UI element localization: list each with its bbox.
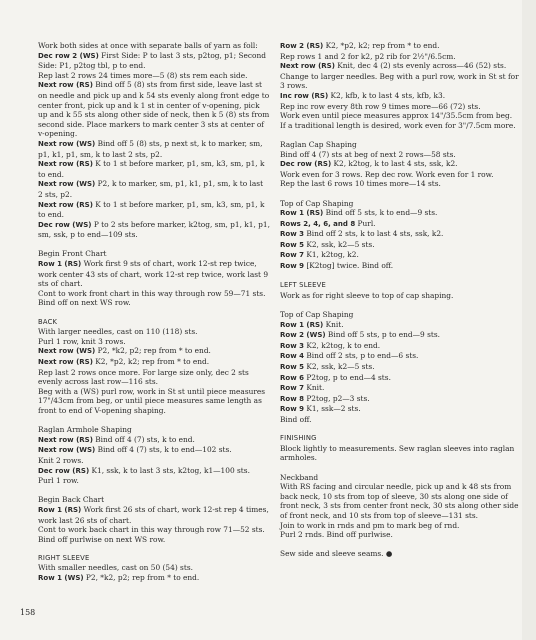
row-text: FINISHING [280, 434, 317, 443]
text-line [38, 71, 270, 81]
row-label: Row 1 (RS) [38, 505, 82, 514]
row-text: RIGHT SLEEVE [38, 553, 90, 562]
row-text: Top of Cap Shaping [280, 198, 354, 208]
paragraph-gap [38, 486, 270, 496]
row-label: Rows 2, 4, 6, and 8 [280, 219, 356, 228]
instruction-row [38, 346, 270, 357]
text-line [280, 482, 520, 520]
section-heading [38, 318, 270, 328]
row-text: Join to work in rnds and pm to mark beg of rnd. [280, 520, 460, 530]
row-text: K1, k2tog, k2. [303, 250, 359, 260]
row-text: [K2tog] twice. Bind off. [303, 261, 394, 271]
instruction-row [280, 159, 520, 170]
row-text: Bind off 5 (8) sts from first side, leave last st on needle and pick up and k 54 sts evenly along front edge to center front, pick up and k 1 st in center of v-opening, pick up and k 55 sts along other side of neck, then k 5 (8) sts from second side. Place markers to mark center 3 sts at center of v-opening. [38, 80, 270, 139]
instruction-row [38, 220, 270, 240]
instruction-row [38, 200, 270, 220]
instruction-row [280, 394, 520, 405]
text-line [38, 456, 270, 466]
row-text: Knit 2 rows. [38, 455, 84, 465]
row-text: Rep last 2 rows once more. For large size only, dec 2 sts evenly across last row—116 sts. [38, 367, 249, 387]
text-line [38, 249, 270, 259]
row-label: Row 5 [280, 363, 304, 371]
instruction-row [280, 320, 520, 331]
text-line [280, 549, 520, 559]
row-label: Row 9 [280, 262, 304, 271]
row-label: Next row (WS) [38, 139, 96, 148]
row-text: Bind off 2 sts, p to end—6 sts. [303, 351, 419, 361]
text-line [38, 337, 270, 347]
row-text: Bind off 5 (8) sts, p next st, k to marker, sm, p1, k1, p1, sm, k to last 2 sts, p2. [38, 138, 263, 159]
row-label: Row 4 [280, 352, 304, 361]
row-text: Rep inc row every 8th row 9 times more—66 (72) sts. [280, 101, 481, 111]
row-text: P to 2 sts before marker, k2tog, sm, p1, k1, p1, sm, ssk, p to end—109 sts. [38, 219, 270, 240]
page-number: 158 [20, 608, 36, 617]
row-text: Bind off. [280, 414, 312, 424]
row-text: Bind off 5 sts, p to end—9 sts. [325, 330, 440, 340]
row-text: Work first 9 sts of chart, work 12-st rep twice, work center 43 sts of chart, work 12-st rep twice, work last 9 sts of chart. [38, 259, 269, 289]
paragraph-gap [280, 130, 520, 140]
row-text: Rep rows 1 and 2 for k2, p2 rib for 2½"/6.5cm. [280, 51, 456, 61]
row-text: K to 1 st before marker, p1, sm, k3, sm, p1, k to end. [38, 159, 265, 179]
instruction-row [280, 362, 520, 373]
instruction-row [38, 466, 270, 477]
row-label: Next row (RS) [280, 62, 335, 71]
paragraph-gap [38, 240, 270, 250]
row-label: Dec row (RS) [38, 466, 90, 475]
row-label: Next row (WS) [38, 446, 96, 455]
text-line [280, 530, 520, 540]
paragraph-gap [280, 425, 520, 435]
row-label: Next row (RS) [38, 160, 93, 169]
instruction-row [280, 373, 520, 384]
instruction-row [38, 573, 270, 584]
row-text: Bind off 4 (7) sts, k to end—102 sts. [95, 445, 232, 455]
paragraph-gap [280, 300, 520, 310]
row-text: Knit. [303, 383, 325, 393]
row-label: Row 3 [280, 341, 304, 350]
row-text: Work both sides at once with separate balls of yarn as foll: [38, 41, 258, 50]
row-label: Row 8 [280, 394, 304, 403]
row-text: Bind off 5 sts, k to end—9 sts. [323, 208, 438, 218]
row-label: Inc row (RS) [280, 91, 329, 100]
row-text: P2, *k2, p2; rep from * to end. [83, 573, 200, 583]
text-line [280, 415, 520, 425]
instruction-row [38, 259, 270, 289]
text-line [280, 52, 520, 62]
paragraph-gap [280, 463, 520, 473]
row-text: Bind off 2 sts, k to last 4 sts, ssk, k2. [303, 229, 444, 239]
row-label: Next row (RS) [38, 200, 93, 209]
row-label: Row 6 [280, 373, 304, 382]
instruction-row [280, 261, 520, 272]
instruction-row [280, 91, 520, 102]
instruction-row [38, 159, 270, 179]
row-label: Row 2 (RS) [280, 42, 324, 50]
instruction-row [38, 445, 270, 456]
text-line [38, 41, 270, 51]
instruction-row [280, 240, 520, 251]
row-text: Purl. [355, 218, 376, 228]
row-label: Row 1 (RS) [38, 260, 82, 269]
row-label: Row 9 [280, 405, 304, 414]
row-label: Row 1 (RS) [280, 320, 324, 329]
row-text: P2tog, p to end—4 sts. [303, 372, 391, 382]
instruction-row [280, 250, 520, 261]
row-label: Row 1 (RS) [280, 209, 324, 218]
row-text: Bind off 4 (7) sts at beg of next 2 rows—58 sts. [280, 149, 456, 159]
row-text: First Side: P to last 3 sts, p2tog, p1; Second Side: P1, p2tog tbl, p to end. [38, 50, 266, 71]
row-text: If a traditional length is desired, work even for 3"/7.5cm more. [280, 120, 516, 130]
row-text: K to 1 st before marker, p1, sm, k3, sm, p1, k to end. [38, 199, 265, 220]
row-text: Knit, dec 4 (2) sts evenly across—46 (52) sts. [334, 61, 507, 71]
text-line [280, 521, 520, 531]
row-text: K1, ssk, k to last 3 sts, k2tog, k1—100 sts. [89, 465, 250, 475]
row-text: P2, *k2, p2; rep from * to end. [95, 346, 211, 356]
row-text: K2, *p2, k2; rep from * to end. [92, 357, 210, 366]
instruction-row [280, 219, 520, 230]
row-text: K2, ssk, k2—5 sts. [303, 239, 375, 249]
row-text: BACK [38, 317, 58, 326]
row-text: K2, kfb, k to last 4 sts, kfb, k3. [328, 90, 446, 100]
row-label: Next row (RS) [38, 81, 93, 90]
row-text: Raglan Cap Shaping [280, 139, 357, 149]
text-line [280, 170, 520, 180]
text-line [280, 121, 520, 131]
row-label: Row 1 (WS) [38, 574, 84, 583]
row-text: K2, ssk, k2—5 sts. [303, 362, 375, 371]
text-line [280, 102, 520, 112]
row-text: Raglan Armhole Shaping [38, 425, 132, 435]
row-text: LEFT SLEEVE [280, 281, 327, 290]
row-text: K1, ssk—2 sts. [303, 404, 361, 414]
row-label: Row 3 [280, 230, 304, 239]
text-line [38, 495, 270, 505]
row-text: Knit. [323, 319, 344, 329]
text-line [280, 473, 520, 483]
text-line [280, 140, 520, 150]
row-text: Bind off 4 (7) sts, k to end. [92, 434, 195, 444]
row-label: Next row (RS) [38, 358, 93, 366]
row-text: K2, *p2, k2; rep from * to end. [323, 41, 440, 50]
instruction-row [38, 505, 270, 525]
instruction-row [280, 229, 520, 240]
page-edge [522, 0, 536, 640]
instruction-row [38, 80, 270, 139]
text-line [280, 444, 520, 463]
row-text: Beg with a (WS) purl row, work in St st until piece measures 17"/43cm from beg, or until piece measures same length as front to end of V-opening shaping. [38, 386, 266, 415]
row-text: Rep last 2 rows 24 times more—5 (8) sts rem each side. [38, 70, 248, 80]
paragraph-gap [38, 308, 270, 318]
row-text: Top of Cap Shaping [280, 310, 354, 320]
instruction-row [38, 179, 270, 199]
row-label: Next row (WS) [38, 347, 96, 356]
instruction-row [38, 139, 270, 159]
row-text: Rep the last 6 rows 10 times more—14 sts. [280, 179, 441, 189]
row-text: K2, k2tog, k to last 4 sts, ssk, k2. [331, 159, 458, 169]
text-line [280, 179, 520, 189]
paragraph-gap [38, 544, 270, 554]
row-text: Cont to work back chart in this way through row 71—52 sts. Bind off purlwise on next WS row. [38, 525, 265, 544]
text-line [38, 387, 270, 416]
section-heading [280, 434, 520, 444]
row-label: Row 7 [280, 384, 304, 393]
row-text: Sew side and sleeve seams. ● [280, 549, 393, 559]
instruction-row [280, 41, 520, 52]
instruction-row [280, 208, 520, 219]
row-label: Row 5 [280, 240, 304, 249]
left-column [38, 41, 270, 584]
row-text: Neckband [280, 472, 319, 482]
paragraph-gap [280, 540, 520, 550]
paragraph-gap [280, 189, 520, 199]
row-label: Dec row 2 (WS) [38, 51, 99, 60]
paragraph-gap [38, 416, 270, 426]
row-text: Work even until piece measures approx 14"/35.5cm from beg. [280, 111, 513, 121]
text-line [280, 72, 520, 91]
instruction-row [280, 351, 520, 362]
row-text: Cont to work front chart in this way through row 59—71 sts. Bind off on next WS row. [38, 288, 266, 308]
paragraph-gap [280, 272, 520, 282]
instruction-row [280, 330, 520, 341]
row-text: Purl 1 row. [38, 476, 79, 486]
text-line [38, 327, 270, 337]
instruction-row [38, 51, 270, 71]
row-text: Work as for right sleeve to top of cap shaping. [280, 290, 454, 300]
text-line [38, 476, 270, 486]
row-text: P2, k to marker, sm, p1, k1, p1, sm, k to last 2 sts, p2. [38, 179, 264, 199]
row-label: Next row (RS) [38, 435, 93, 444]
row-label: Row 7 [280, 251, 304, 260]
row-label: Next row (WS) [38, 180, 96, 189]
text-line [280, 199, 520, 209]
text-line [38, 368, 270, 387]
text-line [280, 291, 520, 301]
row-text: With larger needles, cast on 110 (118) sts. [38, 327, 198, 337]
row-text: With smaller needles, cast on 50 (54) sts. [38, 563, 193, 573]
instruction-row [38, 435, 270, 446]
row-text: Begin Front Chart [38, 249, 107, 259]
text-line [38, 289, 270, 308]
row-text: Begin Back Chart [38, 495, 105, 505]
row-text: K2, k2tog, k to end. [303, 340, 381, 350]
row-text: Work first 26 sts of chart, work 12-st rep 4 times, work last 26 sts of chart. [38, 504, 269, 525]
text-line [38, 563, 270, 573]
row-label: Dec row (WS) [38, 220, 92, 229]
instruction-row [280, 383, 520, 394]
instruction-row [280, 341, 520, 352]
row-text: Purl 2 rnds. Bind off purlwise. [280, 530, 393, 540]
text-line [280, 310, 520, 320]
row-text: Purl 1 row, knit 3 rows. [38, 336, 126, 346]
row-text: Work even for 3 rows. Rep dec row. Work even for 1 row. [280, 169, 494, 179]
right-column [280, 41, 520, 559]
text-line [280, 111, 520, 121]
row-text: Block lightly to measurements. Sew raglan sleeves into raglan armholes. [280, 443, 515, 463]
row-text: With RS facing and circular needle, pick up and k 48 sts from back neck, 10 sts from top of sleeve, 30 sts along one side of front neck, 3 sts from center front neck, 30 sts along other side of front neck, and 10 sts from top of sleeve—131 sts. [280, 482, 519, 520]
instruction-row [280, 404, 520, 415]
row-label: Dec row (RS) [280, 160, 332, 169]
row-text: P2tog, p2—3 sts. [303, 393, 370, 403]
instruction-row [280, 61, 520, 72]
instruction-row [38, 357, 270, 368]
text-line [38, 425, 270, 435]
text-line [38, 525, 270, 544]
section-heading [280, 281, 520, 291]
section-heading [38, 554, 270, 564]
row-label: Row 2 (WS) [280, 331, 326, 340]
row-text: Change to larger needles. Beg with a purl row, work in St st for 3 rows. [280, 71, 519, 91]
text-line [280, 150, 520, 160]
